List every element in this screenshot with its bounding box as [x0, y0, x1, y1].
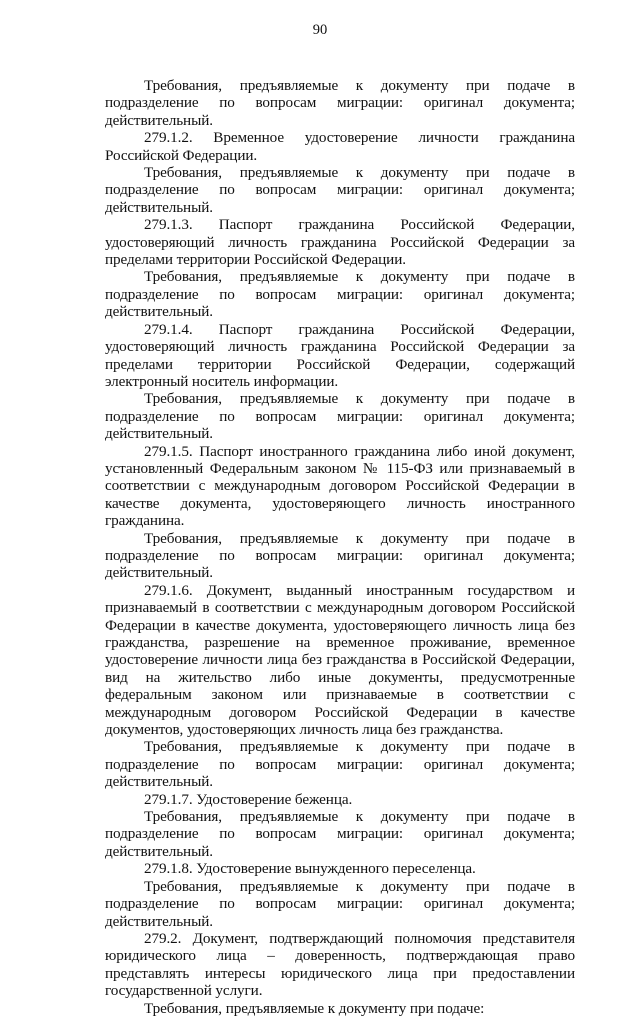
paragraph-item-279-1-2: 279.1.2. Временное удостоверение личности гражданина Российской Федерации. — [105, 129, 575, 164]
paragraph-item-279-1-3: 279.1.3. Паспорт гражданина Российской Федерации, удостоверяющий личность гражданина Российской Федерации за пределами территории Российской Федерации. — [105, 216, 575, 269]
document-body — [105, 77, 575, 1017]
paragraph-item-279-2: 279.2. Документ, подтверждающий полномочия представителя юридического лица – доверенность, подтверждающая право представлять интересы юридического лица при предоставлении государственной услуги. — [105, 929, 575, 1000]
paragraph-requirements: Требования, предъявляемые к документу при подаче в подразделение по вопросам миграции: оригинал документа; действительный. — [105, 738, 575, 791]
page-number: 90 — [312, 22, 328, 38]
paragraph-requirements: Требования, предъявляемые к документу при подаче в подразделение по вопросам миграции: оригинал документа; действительный. — [105, 164, 575, 216]
paragraph-requirements: Требования, предъявляемые к документу при подаче в подразделение по вопросам миграции: оригинал документа; действительный. — [105, 77, 575, 129]
paragraph-item-279-1-5: 279.1.5. Паспорт иностранного гражданина либо иной документ, установленный Федеральным законом № 115-ФЗ или признаваемый в соответствии с международным договором Российской Федерации в качестве документа, удостоверяющего личность иностранного гражданина. — [105, 442, 575, 530]
paragraph-requirements: Требования, предъявляемые к документу при подаче в подразделение по вопросам миграции: оригинал документа; действительный. — [105, 390, 575, 443]
paragraph-requirements: Требования, предъявляемые к документу при подаче в подразделение по вопросам миграции: оригинал документа; действительный. — [105, 268, 575, 321]
paragraph-requirements-partial: Требования, предъявляемые к документу при подаче: — [144, 999, 485, 1017]
paragraph-requirements: Требования, предъявляемые к документу при подаче в подразделение по вопросам миграции: оригинал документа; действительный. — [105, 808, 575, 860]
paragraph-item-279-1-4: 279.1.4. Паспорт гражданина Российской Федерации, удостоверяющий личность гражданина Российской Федерации за пределами территории Российской Федерации, содержащий электронный носитель информации. — [105, 320, 575, 390]
paragraph-item-279-1-6: 279.1.6. Документ, выданный иностранным государством и признаваемый в соответствии с международным договором Российской Федерации в качестве документа, удостоверяющего личность лица без гражданства, разрешение на временное проживание, временное удостоверение личности лица без гражданства в Российской Федерации, вид на жительство либо иные документы, предусмотренные федеральным законом или признаваемые в соответствии с международным договором Российской Федерации в качестве документов, удостоверяющих личность лица без гражданства. — [105, 581, 575, 739]
paragraph-requirements: Требования, предъявляемые к документу при подаче в подразделение по вопросам миграции: оригинал документа; действительный. — [105, 529, 575, 582]
paragraph-requirements: Требования, предъявляемые к документу при подаче в подразделение по вопросам миграции: оригинал документа; действительный. — [105, 877, 575, 930]
paragraph-item-279-1-7: 279.1.7. Удостоверение беженца. — [144, 790, 353, 808]
paragraph-item-279-1-8: 279.1.8. Удостоверение вынужденного переселенца. — [144, 860, 476, 878]
